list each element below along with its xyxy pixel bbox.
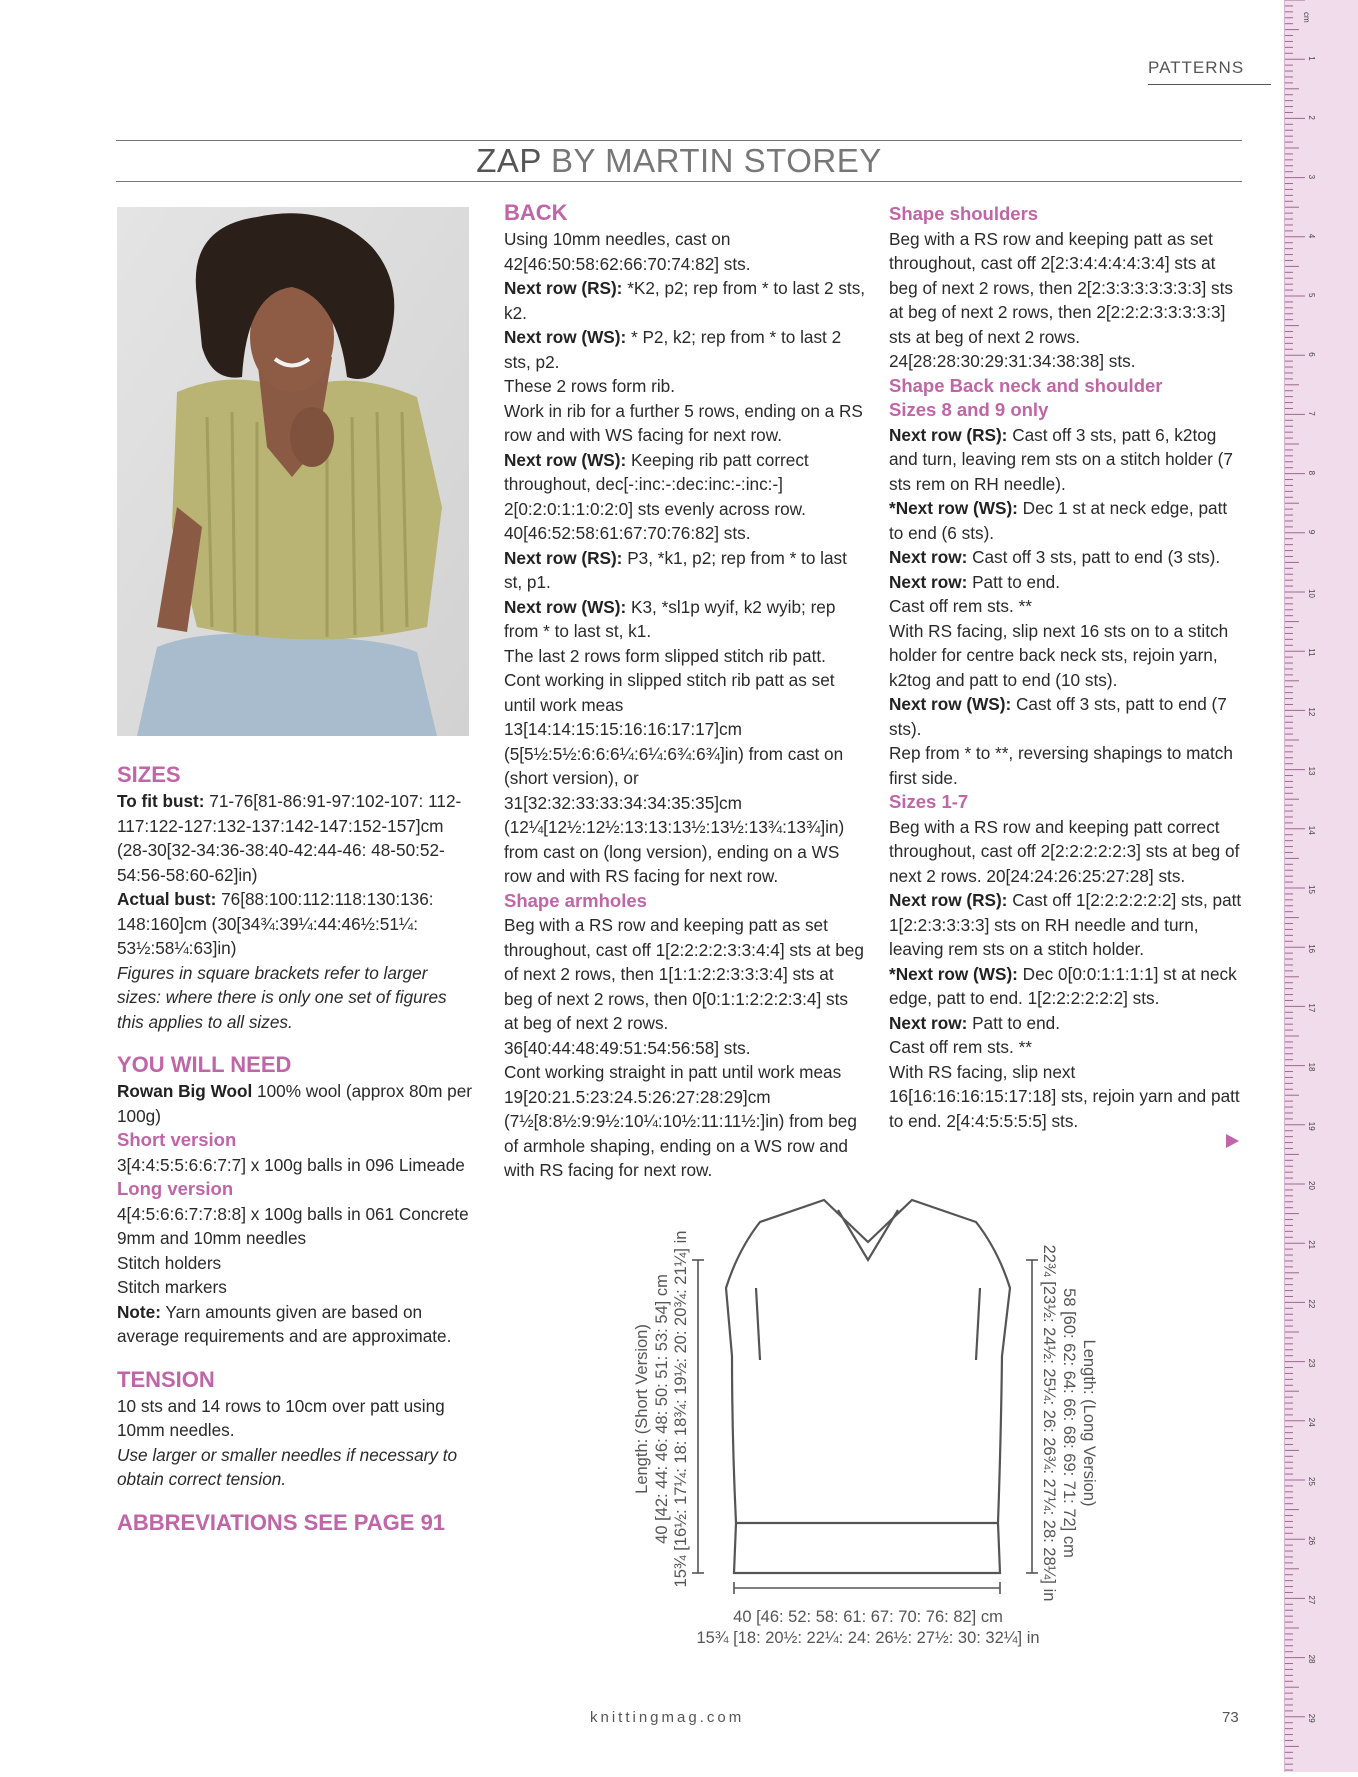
neck-para-3: With RS facing, slip next 16 sts on to a stitch holder for centre back neck sts, rejoin yarn, k2tog and patt to end (10 sts). (889, 620, 1229, 690)
model-photo (117, 207, 469, 736)
neck-row-4 (889, 570, 1245, 595)
row-label: Next row (RS): (504, 547, 623, 568)
column-shoulders (889, 202, 1245, 1133)
continue-arrow-icon (1226, 1134, 1239, 1148)
actual-bust (117, 887, 475, 961)
row-text: P3, *k1, p2; rep from * to last st, p1. (504, 547, 847, 592)
row-text: K3, *sl1p wyif, k2 wyib; rep from * to last st, k1. (504, 596, 836, 641)
yarn-text: 100% wool (approx 80m per 100g) (117, 1081, 473, 1126)
ruler-label: 21 (1307, 1240, 1316, 1250)
back-para-3: Work in rib for a further 5 rows, ending on a RS row and with WS facing for next row. (504, 400, 863, 445)
to-fit-text: 71-76[81-86:91-97:102-107: 112-117:122-127:132-137:142-147:152-157]cm (28-30[32-34:36-38:40-42:44-46: 48-50:52-54:56-58:60-62]in) (117, 791, 462, 885)
row-text: *K2, p2; rep from * to last 2 sts, k2. (504, 278, 866, 323)
ruler-label: 27 (1307, 1595, 1316, 1605)
ruler-label: 4 (1307, 233, 1316, 239)
yarn-line (117, 1079, 475, 1128)
row-text: Cast off 1[2:2:2:2:2:2] sts, patt 1[2:2:3:3:3:3] sts on RH needle and turn, leaving rem sts on a stitch holder. (889, 890, 1242, 959)
ruler-label: 1 (1307, 56, 1316, 61)
long-length-in: 22¾ [23½: 24½: 25¼: 26: 26¾: 27¼: 28: 28¼] in (1040, 1244, 1058, 1602)
sizes-8-9-heading: Sizes 8 and 9 only (889, 399, 1049, 420)
page-title (116, 142, 1242, 180)
long-version-text: 4[4:5:6:6:7:7:8:8] x 100g balls in 061 Concrete (117, 1203, 469, 1224)
neck-row-8 (889, 1011, 1245, 1036)
row-text: Dec 0[0:0:1:1:1:1] st at neck edge, patt to end. 1[2:2:2:2:2:2] sts. (889, 963, 1237, 1008)
back-para-5: Cont working in slipped stitch rib patt as set until work meas 13[14:14:15:15:16:16:17:17]cm (5[5½:5½:6:6:6¼:6¼:6¾:6¾]in) from cast on (short version), or 31[32:32:33:33:34:34:35:35]cm (12¼[12½:12½:13:13:13½:13½:13¾:13¾]in) from cast on (long version), ending on a WS row and with RS facing for next row. (504, 670, 845, 886)
tension-note: Use larger or smaller needles if necessary to obtain correct tension. (117, 1444, 458, 1489)
shoulders-heading: Shape shoulders (889, 203, 1039, 224)
row-text: Patt to end. (967, 571, 1060, 592)
yarn-note-text: Yarn amounts given are based on average requirements and are approximate. (117, 1301, 452, 1346)
neck-para-4: Rep from * to **, reversing shapings to match first side. (889, 743, 1233, 788)
ruler-label: 16 (1307, 944, 1316, 954)
row-text: Patt to end. (967, 1012, 1060, 1033)
column-back (504, 199, 866, 1183)
short-version-text: 3[4:4:5:5:6:6:7:7] x 100g balls in 096 Limeade (117, 1154, 465, 1175)
neck-row-5 (889, 692, 1245, 741)
row-label: Next row (WS): (504, 327, 627, 347)
long-length-cm: 58 [60: 62: 64: 66: 68: 69: 71: 72] cm (1060, 1288, 1078, 1558)
ruler-label: 6 (1307, 352, 1316, 357)
page-number: 73 (1222, 1709, 1239, 1726)
holders-text: Stitch holders (117, 1252, 222, 1273)
tension-heading: TENSION (117, 1366, 215, 1392)
armholes-heading: Shape armholes (504, 889, 647, 911)
ruler-label: 12 (1307, 707, 1316, 717)
long-version-heading: Long version (117, 1178, 234, 1199)
back-heading: BACK (504, 200, 568, 225)
armholes-para-2: Cont working straight in patt until work meas 19[20:21.5:23:24.5:26:27:28:29]cm (7½[8:8½:9:9½:10¼:10½:11:11½:]in) from beg of armhole shaping, ending on a WS row and with RS facing for next row. (504, 1062, 857, 1180)
abbreviations-link[interactable]: ABBREVIATIONS SEE PAGE 91 (117, 1509, 446, 1535)
actual-text: 76[88:100:112:118:130:136: 148:160]cm (30[34¾:39¼:44:46½:51¼: 53½:58¼:63]in) (117, 889, 434, 958)
ruler-label: 26 (1307, 1536, 1316, 1546)
neck-row-7 (889, 962, 1245, 1011)
sizes-heading: SIZES (117, 762, 181, 787)
row-label: Next row (WS): (504, 596, 627, 617)
row-label: Next row: (889, 1012, 968, 1033)
ruler-label: 15 (1307, 885, 1316, 894)
ruler-label: 8 (1307, 470, 1316, 476)
needles-text: 9mm and 10mm needles (117, 1228, 307, 1248)
ruler-label: 18 (1307, 1062, 1316, 1072)
short-length-label: Length: (Short Version) (633, 1324, 651, 1494)
neck-para-7: With RS facing, slip next 16[16:16:16:15:17:18] sts, rejoin yarn and patt to end. 2[4:4:5:5:5:5] sts. (889, 1061, 1240, 1131)
ruler-label: 3 (1307, 174, 1316, 180)
row-label: Next row (WS): (504, 449, 627, 470)
armholes-para-1: Beg with a RS row and keeping patt as set throughout, cast off 1[2:2:2:2:3:3:4:4] sts at beg of next 2 rows, then 1[1:1:2:2:3:3:3:4] sts at beg of next 2 rows, then 0[0:1:1:2:2:2:3:4] sts at beg of next 2 rows. 36[40:44:48:49:51:54:56:58] sts. (504, 915, 864, 1058)
back-row-3 (504, 448, 866, 546)
back-row-1 (504, 276, 866, 325)
column-sizes (117, 761, 475, 1537)
back-row-2 (504, 325, 866, 374)
markers-text: Stitch markers (117, 1277, 227, 1297)
short-length-in: 15¾ [16½: 17¼: 18: 18¾: 19½: 20: 20¾: 21¼] in (672, 1230, 690, 1588)
back-row-4 (504, 546, 866, 595)
ruler-label: 14 (1307, 825, 1316, 835)
actual-label: Actual bust: (117, 889, 217, 909)
ruler-label: 9 (1307, 529, 1316, 535)
width-cm: 40 [46: 52: 58: 61: 67: 70: 76: 82] cm (733, 1608, 1003, 1626)
row-label: Next row: (889, 547, 968, 567)
row-text: Cast off 3 sts, patt to end (7 sts). (889, 694, 1227, 739)
measuring-ruler (1284, 0, 1358, 1772)
neck-row-3 (889, 545, 1245, 570)
section-rule (1148, 84, 1271, 85)
yarn-label: Rowan Big Wool (117, 1081, 253, 1101)
ruler-label: 29 (1307, 1713, 1316, 1723)
neck-para-2: Cast off rem sts. ** (889, 596, 1032, 616)
ruler-label: 13 (1307, 766, 1316, 776)
row-text: Cast off 3 sts, patt to end (3 sts). (967, 547, 1221, 567)
neck-row-6 (889, 888, 1245, 962)
section-tag: PATTERNS (1148, 58, 1245, 77)
to-fit-label: To fit bust: (117, 791, 205, 811)
ruler-label: 2 (1307, 115, 1316, 120)
ruler-label: 19 (1307, 1121, 1316, 1131)
short-length-cm: 40 [42: 44: 46: 48: 50: 51: 53: 54] cm (653, 1274, 671, 1544)
neck-row-2 (889, 496, 1245, 545)
title-rule-bottom (116, 181, 1242, 182)
row-text: Keeping rib patt correct throughout, dec[-:inc:-:dec:inc:-:inc:-] 2[0:2:0:1:1:0:2:0] sts evenly across row. 40[46:52:58:61:67:70:76:82] sts. (504, 449, 809, 543)
neck-heading: Shape Back neck and shoulder (889, 374, 1163, 396)
sizes-note: Figures in square brackets refer to larger sizes: where there is only one set of figures this applies to all sizes. (117, 962, 447, 1032)
ruler-label: 20 (1307, 1181, 1316, 1190)
row-label: Next row (RS): (889, 890, 1008, 910)
back-cast-on: Using 10mm needles, cast on 42[46:50:58:62:66:70:74:82] sts. (504, 229, 751, 274)
title-byline: BY MARTIN STOREY (541, 142, 882, 179)
ruler-label: 5 (1307, 293, 1316, 298)
ruler-label: 28 (1307, 1654, 1316, 1664)
neck-para-6: Cast off rem sts. ** (889, 1037, 1032, 1057)
ruler-label: 7 (1307, 411, 1316, 416)
yarn-note-label: Note: (117, 1301, 161, 1322)
short-version-heading: Short version (117, 1129, 237, 1150)
sizes-1-7-para: Beg with a RS row and keeping patt correct throughout, cast off 2[2:2:2:2:2:3] sts at beg of next 2 rows. 20[24:24:26:25:27:28] sts. (889, 816, 1240, 886)
row-text: Dec 1 st at neck edge, patt to end (6 sts). (889, 498, 1228, 543)
row-label: *Next row (WS): (889, 498, 1018, 518)
row-text: * P2, k2; rep from * to last 2 sts, p2. (504, 327, 842, 372)
ruler-label: 23 (1307, 1358, 1316, 1368)
ruler-label: 22 (1307, 1299, 1316, 1309)
long-length-label: Length: (Long Version) (1080, 1339, 1098, 1507)
footer-url: knittingmag.com (590, 1709, 745, 1726)
row-label: Next row (RS): (504, 278, 623, 298)
yarn-note (117, 1300, 475, 1349)
to-fit-bust (117, 789, 475, 887)
shoulders-para: Beg with a RS row and keeping patt as set throughout, cast off 2[2:3:4:4:4:4:3:4] sts at beg of next 2 rows, then 2[2:3:3:3:3:3:3:3] sts at beg of next 2 rows, then 2[2:2:2:3:3:3:3:3] sts at beg of next 2 rows. 24[28:28:30:29:31:34:38:38] sts. (889, 228, 1233, 371)
row-label: Next row (WS): (889, 694, 1012, 714)
row-text: Cast off 3 sts, patt 6, k2tog and turn, leaving rem sts on a stitch holder (7 sts rem on RH needle). (889, 424, 1233, 494)
width-in: 15¾ [18: 20½: 22¼: 24: 26½: 27½: 30: 32¼] in (696, 1629, 1040, 1647)
neck-row-1 (889, 423, 1245, 497)
ruler-label: 25 (1307, 1477, 1316, 1486)
ruler-label: 11 (1307, 648, 1316, 657)
row-label: *Next row (WS): (889, 963, 1018, 984)
ruler-unit: cm (1302, 12, 1311, 23)
row-label: Next row: (889, 571, 968, 592)
you-will-need-heading: YOU WILL NEED (117, 1052, 292, 1077)
title-rule-top (116, 140, 1242, 141)
back-para-4: The last 2 rows form slipped stitch rib patt. (504, 645, 826, 666)
tension-text: 10 sts and 14 rows to 10cm over patt using 10mm needles. (117, 1395, 445, 1440)
back-para-2: These 2 rows form rib. (504, 376, 675, 396)
garment-schematic (606, 1178, 1126, 1653)
ruler-label: 10 (1307, 589, 1316, 598)
back-row-5 (504, 595, 866, 644)
sizes-1-7-heading: Sizes 1-7 (889, 791, 969, 812)
row-label: Next row (RS): (889, 424, 1008, 445)
ruler-label: 24 (1307, 1417, 1316, 1427)
ruler-label: 17 (1307, 1003, 1316, 1013)
title-main: ZAP (476, 142, 542, 179)
